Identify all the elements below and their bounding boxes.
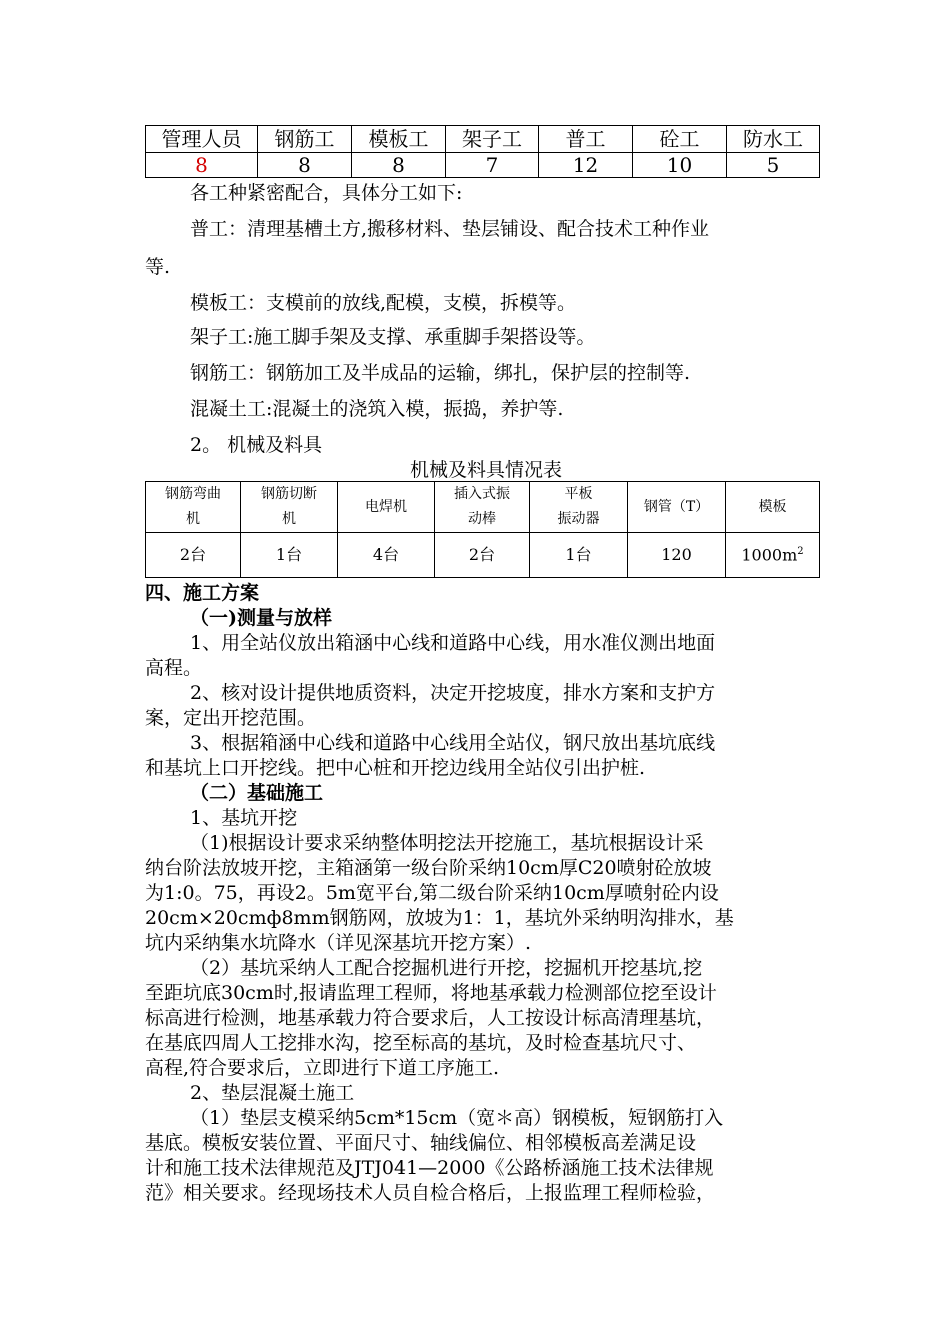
labor-value-cell: 7 [446, 153, 539, 178]
paragraph-line: 至距坑底30cm时,报请监理工程师，将地基承载力检测部位挖至设计 [145, 982, 717, 1004]
labor-header-cell: 防水工 [727, 126, 820, 153]
machinery-table-header-row [146, 482, 820, 533]
labor-value-cell: 10 [633, 153, 727, 178]
labor-value-cell: 12 [539, 153, 633, 178]
labor-table-value-row [146, 153, 820, 178]
paragraph-line: 坑内采纳集水坑降水（详见深基坑开挖方案）. [145, 932, 532, 954]
machinery-value-cell: 4台 [338, 533, 435, 578]
labor-value-cell: 8 [258, 153, 352, 178]
machinery-header-cell: 钢管（T） [628, 482, 726, 533]
machinery-value-cell: 1台 [241, 533, 338, 578]
paragraph-line: 和基坑上口开挖线。把中心桩和开挖边线用全站仪引出护桩. [145, 757, 646, 779]
machinery-value-cell: 1台 [530, 533, 628, 578]
paragraph-line: 架子工:施工脚手架及支撑、承重脚手架搭设等。 [190, 326, 596, 348]
machinery-value-cell: 2台 [146, 533, 241, 578]
paragraph-line: 计和施工技术法律规范及JTJ041—2000《公路桥涵施工技术法律规 [145, 1157, 714, 1179]
paragraph-line: 标高进行检测，地基承载力符合要求后，人工按设计标高清理基坑， [145, 1007, 716, 1029]
paragraph-line: 1、用全站仪放出箱涵中心线和道路中心线，用水准仪测出地面 [190, 632, 716, 654]
paragraph-line: 1、基坑开挖 [190, 807, 298, 829]
paragraph-line: 3、根据箱涵中心线和道路中心线用全站仪，钢尺放出基坑底线 [190, 732, 716, 754]
machinery-value-cell: 120 [628, 533, 726, 578]
paragraph-line: （1)根据设计要求采纳整体明挖法开挖施工，基坑根据设计采 [190, 832, 704, 854]
machinery-header-cell: 钢筋切断 机 [241, 482, 338, 533]
paragraph-line: 纳台阶法放坡开挖，主箱涵第一级台阶采纳10cm厚C20喷射砼放坡 [145, 857, 712, 879]
subsection-heading: （二）基础施工 [190, 782, 324, 804]
paragraph-line: （2）基坑采纳人工配合挖掘机进行开挖，挖掘机开挖基坑,挖 [190, 957, 703, 979]
paragraph-line: 20cm×20cmф8mm钢筋网，放坡为1：1，基坑外采纳明沟排水，基 [145, 907, 734, 929]
paragraph-line: （1）垫层支模采纳5cm*15cm（宽＊高）钢模板，短钢筋打入 [190, 1107, 724, 1129]
subsection-heading: （一)测量与放样 [190, 607, 332, 629]
paragraph-line: 2、垫层混凝土施工 [190, 1082, 355, 1104]
paragraph-line: 各工种紧密配合，具体分工如下: [190, 182, 463, 204]
labor-value-cell: 8 [146, 153, 258, 178]
paragraph-line: 混凝土工:混凝土的浇筑入模，振捣，养护等. [190, 398, 564, 420]
labor-header-cell: 砼工 [633, 126, 727, 153]
labor-table [145, 125, 820, 178]
labor-header-cell: 普工 [539, 126, 633, 153]
machinery-header-cell: 钢筋弯曲 机 [146, 482, 241, 533]
machinery-header-cell: 模板 [726, 482, 820, 533]
machinery-table-value-row [146, 533, 820, 578]
machinery-table [145, 481, 820, 578]
labor-value-cell: 8 [352, 153, 446, 178]
machinery-header-cell: 插入式振 动棒 [435, 482, 530, 533]
paragraph-line: 模板工：支模前的放线,配模，支模，拆模等。 [190, 292, 577, 314]
labor-table-header-row [146, 126, 820, 153]
paragraph-line: 为1:0。75，再设2。5m宽平台,第二级台阶采纳10cm厚喷射砼内设 [145, 882, 719, 904]
paragraph-line: 普工：清理基槽土方,搬移材料、垫层铺设、配合技术工种作业 [190, 218, 710, 240]
paragraph-line: 基底。模板安装位置、平面尺寸、轴线偏位、相邻模板高差满足设 [145, 1132, 697, 1154]
paragraph-line: 在基底四周人工挖排水沟，挖至标高的基坑，及时检查基坑尺寸、 [145, 1032, 697, 1054]
labor-value-cell: 5 [727, 153, 820, 178]
paragraph-line: 案，定出开挖范围。 [145, 707, 317, 729]
labor-header-cell: 钢筋工 [258, 126, 352, 153]
paragraph-line: 等. [145, 256, 171, 278]
paragraph-line: 高程,符合要求后，立即进行下道工序施工. [145, 1057, 500, 1079]
machinery-value-cell: 2台 [435, 533, 530, 578]
labor-header-cell: 管理人员 [146, 126, 258, 153]
machinery-value-cell: $1000m^2$ [726, 533, 820, 578]
labor-header-cell: 架子工 [446, 126, 539, 153]
paragraph-line: 范》相关要求。经现场技术人员自检合格后，上报监理工程师检验， [145, 1182, 716, 1204]
machinery-header-cell: 电焊机 [338, 482, 435, 533]
table-caption: 机械及料具情况表 [410, 459, 563, 481]
paragraph-line: 2。 机械及料具 [190, 434, 323, 456]
paragraph-line: 2、核对设计提供地质资料，决定开挖坡度，排水方案和支护方 [190, 682, 716, 704]
paragraph-line: 钢筋工：钢筋加工及半成品的运输，绑扎，保护层的控制等. [190, 362, 691, 384]
labor-header-cell: 模板工 [352, 126, 446, 153]
section-heading: 四、施工方案 [145, 582, 260, 604]
paragraph-line: 高程。 [145, 657, 203, 679]
machinery-header-cell: 平板 振动器 [530, 482, 628, 533]
